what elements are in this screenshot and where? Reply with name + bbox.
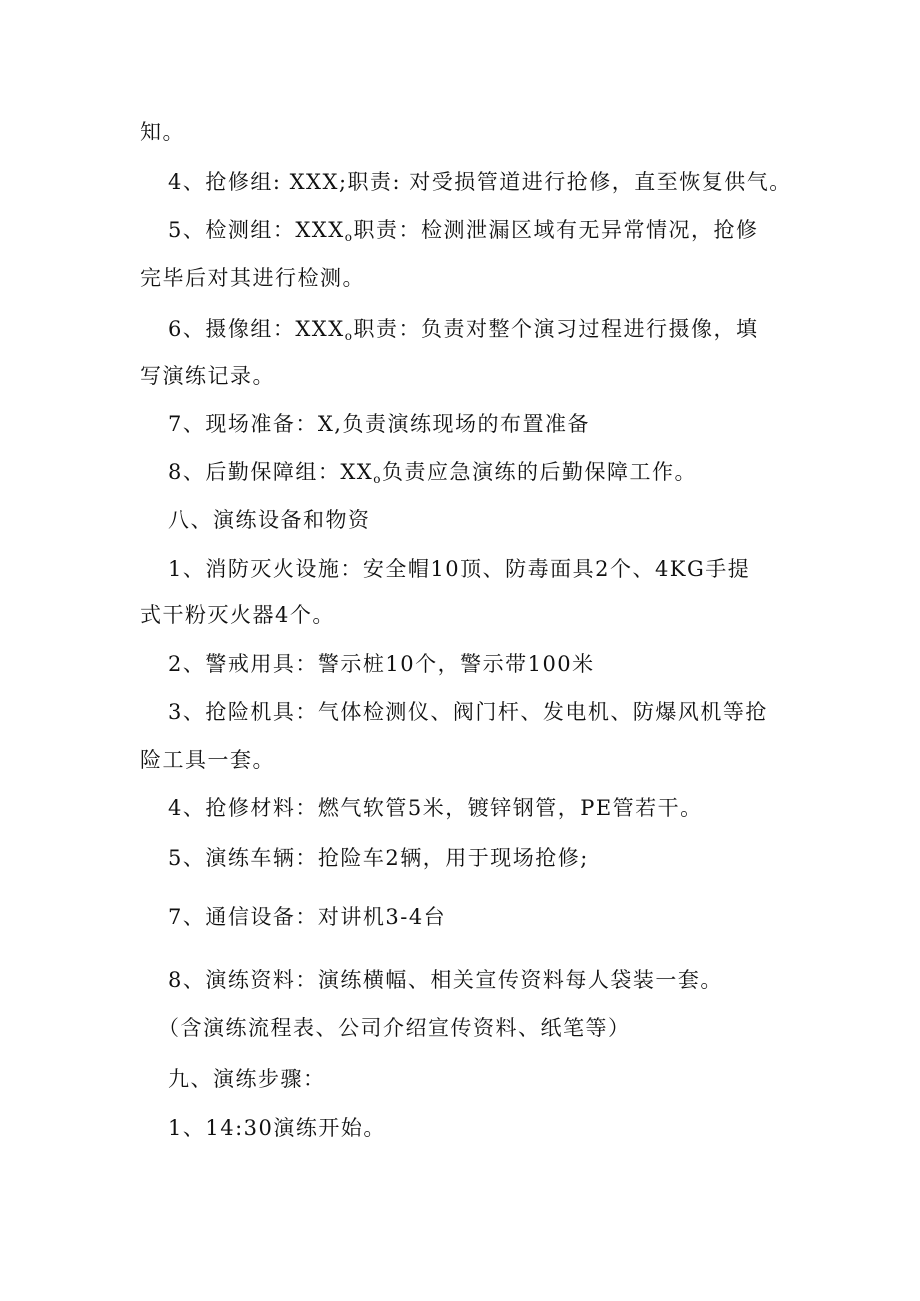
- text-line: 4、抢修材料：燃气软管5米，镀锌钢管，PE管若干。: [168, 796, 703, 820]
- text-segment: 6、摄像组：XXX: [168, 317, 345, 341]
- text-line: 4、抢修组: XXX;职责: 对受损管道进行抢修，直至恢复供气。: [168, 170, 792, 194]
- section-heading: 九、演练步骤：: [168, 1067, 326, 1091]
- text-line: 3、抢险机具：气体检测仪、阀门杆、发电机、防爆风机等抢: [168, 700, 768, 724]
- text-segment: 职责：检测泄漏区域有无异常情况，抢修: [353, 218, 759, 242]
- text-line: 知。: [140, 120, 185, 144]
- text-segment: 负责应急演练的后勤保障工作。: [382, 460, 697, 484]
- text-line: （含演练流程表、公司介绍宣传资料、纸笔等）: [158, 1016, 631, 1040]
- subscript-mark: o: [344, 329, 354, 343]
- text-segment: 职责：负责对整个演习过程进行摄像，填: [353, 317, 759, 341]
- text-line: 式干粉灭火器4个。: [140, 603, 335, 627]
- text-line: [168, 458, 697, 493]
- text-line: 2、警戒用具：警示桩10个，警示带100米: [168, 652, 595, 676]
- text-line: 7、通信设备：对讲机3-4台: [168, 905, 447, 929]
- text-line: 5、演练车辆：抢险车2辆，用于现场抢修;: [168, 846, 589, 870]
- text-line: 1、消防灭火设施：安全帽10顶、防毒面具2个、4KG手提: [168, 557, 751, 581]
- text-line: 7、现场准备：X,负责演练现场的布置准备: [168, 412, 590, 436]
- text-line: 险工具一套。: [140, 748, 275, 772]
- text-segment: 8、后勤保障组：XX: [168, 460, 374, 484]
- subscript-mark: o: [373, 472, 382, 486]
- text-segment: 5、检测组：XXX: [168, 218, 345, 242]
- text-line: [168, 315, 758, 350]
- text-line: 写演练记录。: [140, 364, 275, 388]
- text-line: 8、演练资料：演练横幅、相关宣传资料每人袋装一套。: [168, 968, 723, 992]
- text-line: 完毕后对其进行检测。: [140, 266, 365, 290]
- text-line: [168, 216, 758, 251]
- text-line: 1、14:30演练开始。: [168, 1116, 386, 1140]
- subscript-mark: o: [344, 230, 354, 244]
- section-heading: 八、演练设备和物资: [168, 508, 371, 532]
